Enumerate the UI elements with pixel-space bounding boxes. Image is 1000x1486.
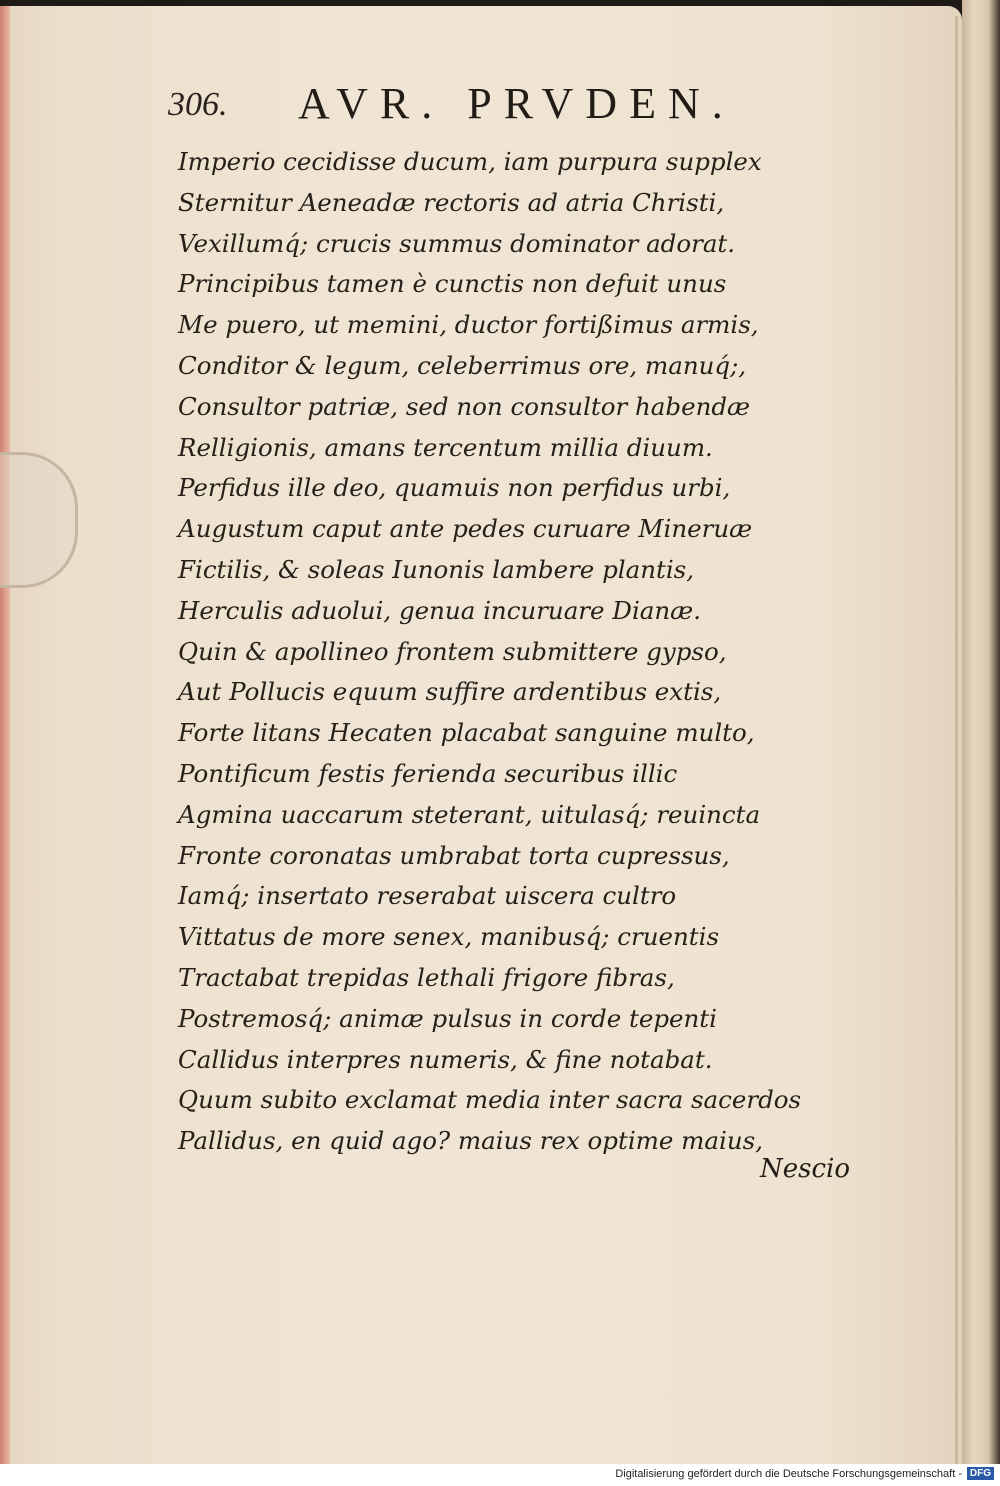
verse-line: Forte litans Hecaten placabat sanguine multo, [178, 718, 755, 748]
verse-line: Principibus tamen è cunctis non defuit unus [178, 269, 727, 299]
verse-line: Me puero, ut memini, ductor fortißimus armis, [178, 310, 759, 340]
dfg-logo-icon: DFG [967, 1467, 994, 1480]
verse-line: Iamq́; insertato reserabat uiscera cultro [178, 881, 677, 911]
verse-line: Pallidus, en quid ago? maius rex optime maius, [178, 1126, 763, 1156]
verse-line: Relligionis, amans tercentum millia diuum. [178, 432, 713, 462]
running-head: AVR. PRVDEN. [298, 79, 735, 128]
verse-line: Imperio cecidisse ducum, iam purpura supplex [178, 147, 762, 176]
verse-line: Quin & apollineo frontem submittere gypso, [178, 636, 727, 666]
page-clip-icon [0, 452, 78, 588]
verse-line: Herculis aduolui, genua incuruare Dianæ. [178, 595, 701, 625]
catchword: Nescio [760, 1154, 851, 1184]
verse-line: Fictilis, & soleas Iunonis lambere plantis, [178, 554, 695, 584]
verse-line: Tractabat trepidas lethali frigore fibras, [178, 962, 675, 992]
verse-line: Callidus interpres numeris, & fine notabat. [178, 1044, 713, 1074]
page-header [168, 76, 748, 136]
verse-block [178, 142, 818, 1162]
footer-bar [0, 1464, 1000, 1486]
verse-line: Postremosq́; animæ pulsus in corde tepenti [178, 1003, 717, 1033]
verse-line: Consultor patriæ, sed non consultor habendæ [178, 391, 751, 421]
next-page-edge [962, 0, 1000, 1464]
book-page [0, 6, 962, 1464]
page-number: 306. [168, 86, 228, 123]
verse-line: Sternitur Aeneadæ rectoris ad atria Christi, [178, 187, 725, 217]
verse-line: Pontificum festis ferienda securibus illic [178, 758, 678, 788]
verse-line: Vittatus de more senex, manibusq́; cruentis [178, 922, 720, 952]
verse-line: Vexillumq́; crucis summus dominator adorat. [178, 228, 736, 258]
red-page-edge [0, 6, 10, 1464]
verse-line: Augustum caput ante pedes curuare Mineruæ [178, 514, 753, 544]
verse-line: Quum subito exclamat media inter sacra sacerdos [178, 1085, 802, 1115]
verse-line: Aut Pollucis equum suffire ardentibus extis, [178, 677, 722, 707]
verse-line: Fronte coronatas umbrabat torta cupressus, [178, 840, 730, 870]
funding-credit: Digitalisierung gefördert durch die Deutsche Forschungsgemeinschaft - [615, 1468, 962, 1480]
page-fold-line [955, 16, 958, 1464]
verse-line: Perfidus ille deo, quamuis non perfidus urbi, [178, 473, 731, 503]
verse-line: Conditor & legum, celeberrimus ore, manuq́;, [178, 350, 747, 380]
verse-line: Agmina uaccarum steterant, uitulasq́; reuincta [178, 799, 761, 829]
